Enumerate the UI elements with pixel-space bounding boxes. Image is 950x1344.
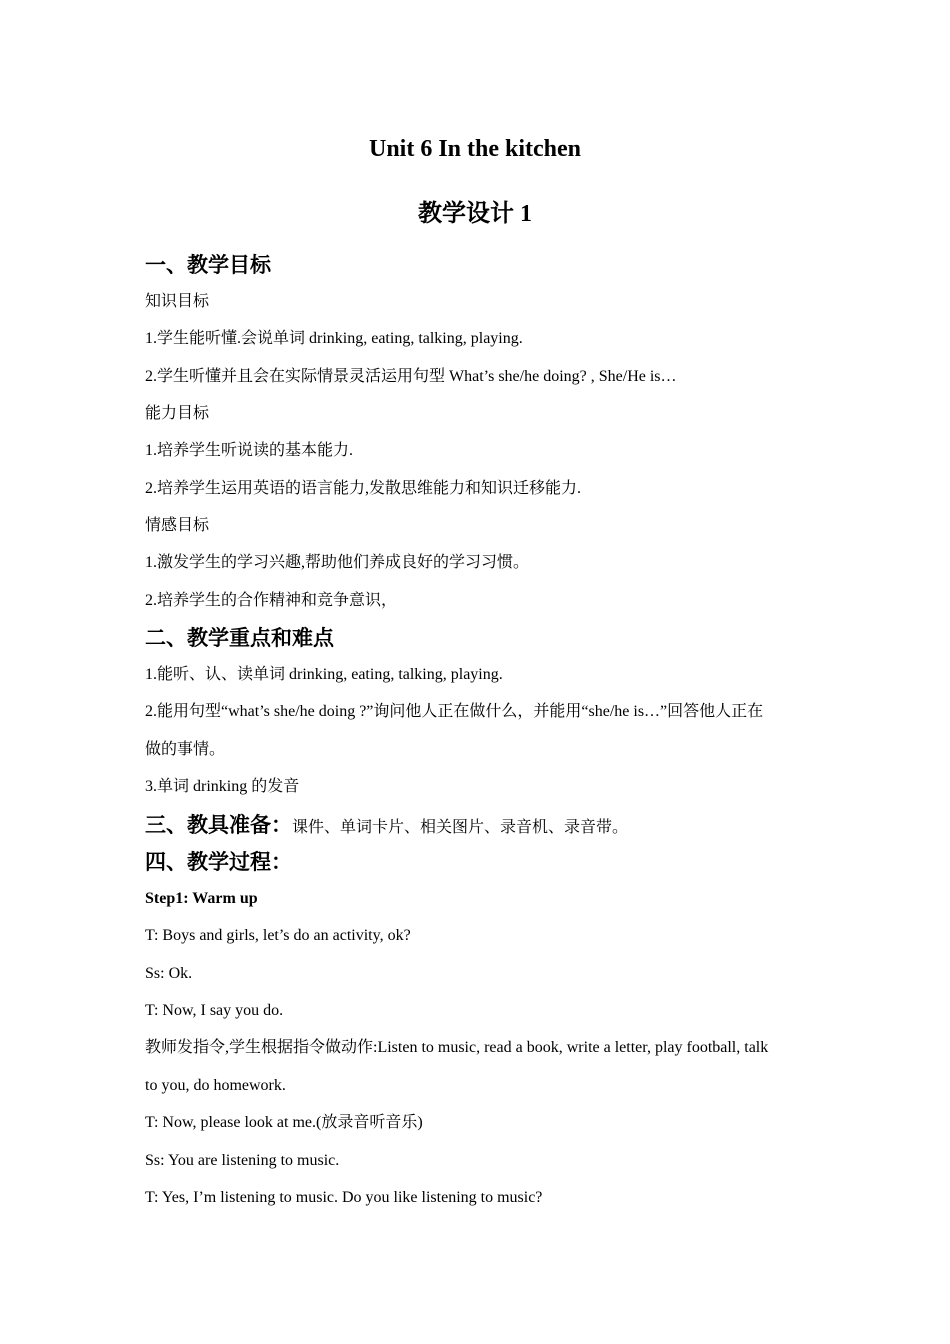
section-heading-process: 四、教学过程： <box>145 850 292 874</box>
knowledge-item-1: 1.学生能听懂.会说单词 drinking, eating, talking, playing. <box>145 330 523 347</box>
instruction-line-2: to you, do homework. <box>145 1077 286 1094</box>
dialogue-line-4: T: Now, please look at me.(放录音听音乐) <box>145 1114 423 1131</box>
key-point-1: 1.能听、认、读单词 drinking, eating, talking, playing. <box>145 666 503 683</box>
knowledge-label: 知识目标 <box>145 293 210 310</box>
key-point-3: 3.单词 drinking 的发音 <box>145 778 300 795</box>
dialogue-line-1: T: Boys and girls, let’s do an activity, ok? <box>145 927 411 944</box>
ability-item-1: 1.培养学生听说读的基本能力. <box>145 442 354 459</box>
dialogue-line-3: T: Now, I say you do. <box>145 1002 284 1019</box>
section-heading-materials <box>145 811 628 842</box>
section-heading-key-points: 二、教学重点和难点 <box>145 626 334 650</box>
dialogue-line-5: Ss: You are listening to music. <box>145 1152 340 1169</box>
emotion-item-2: 2.培养学生的合作精神和竞争意识， <box>145 592 398 609</box>
key-point-2-line-2: 做的事情。 <box>145 741 226 758</box>
ability-item-2: 2.培养学生运用英语的语言能力,发散思维能力和知识迁移能力. <box>145 480 582 497</box>
instruction-line-1: 教师发指令,学生根据指令做动作:Listen to music, read a book, write a letter, play football, talk <box>145 1039 769 1056</box>
emotion-label: 情感目标 <box>145 517 210 534</box>
emotion-item-1: 1.激发学生的学习兴趣,帮助他们养成良好的学习习惯。 <box>145 554 530 571</box>
knowledge-item-2: 2.学生听懂并且会在实际情景灵活运用句型 What’s she/he doing? , She/He is… <box>145 368 677 385</box>
document-title: Unit 6 In the kitchen <box>368 136 582 162</box>
section-heading-objectives: 一、教学目标 <box>145 253 271 277</box>
materials-heading-text: 三、教具准备： <box>145 813 292 837</box>
dialogue-line-2: Ss: Ok. <box>145 965 193 982</box>
ability-label: 能力目标 <box>145 405 210 422</box>
dialogue-line-6: T: Yes, I’m listening to music. Do you like listening to music? <box>145 1189 543 1206</box>
document-subtitle: 教学设计 1 <box>418 201 532 227</box>
materials-content: 课件、单词卡片、相关图片、录音机、录音带。 <box>292 819 629 836</box>
step1-heading: Step1: Warm up <box>145 890 258 907</box>
key-point-2-line-1: 2.能用句型“what’s she/he doing ?”询问他人正在做什么，并能用“she/he is…”回答他人正在 <box>145 703 764 720</box>
